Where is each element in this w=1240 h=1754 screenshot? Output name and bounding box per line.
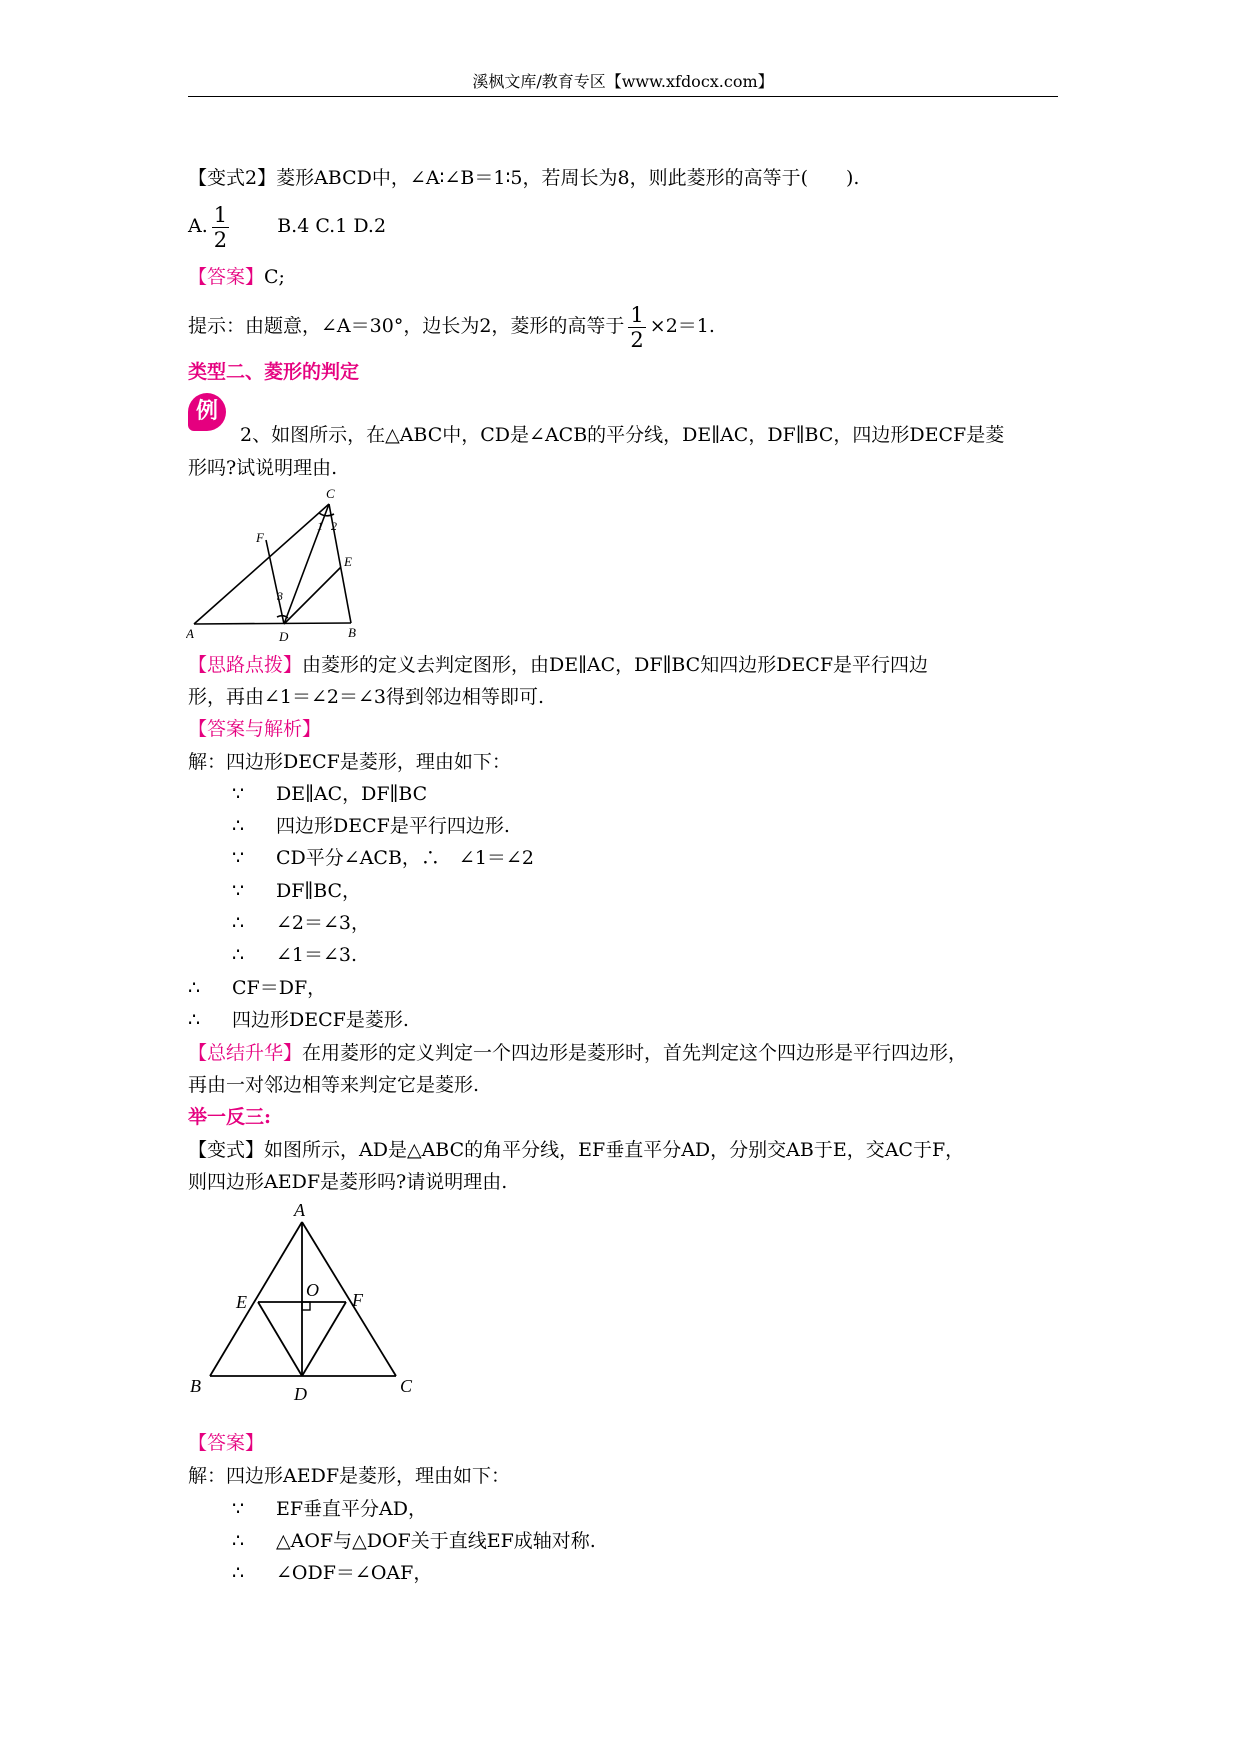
idea-line1	[188, 650, 928, 680]
solution1-intro: 解：四边形DECF是菱形，理由如下：	[188, 751, 511, 773]
idea-text-1: 由菱形的定义去判定图形，由DE∥AC，DF∥BC知四边形DECF是平行四边	[302, 654, 929, 676]
example-badge: 例	[188, 393, 226, 431]
solution1-conclusion	[188, 1005, 409, 1035]
option-a-prefix: A.	[188, 215, 208, 237]
variant2-question: 【变式2】菱形ABCD中，∠A∶∠B＝1∶5，若周长为8，则此菱形的高等于( ).	[188, 167, 860, 189]
step-symbol: ∴	[232, 815, 245, 837]
label-d: D	[279, 629, 289, 644]
option-a-denominator: 2	[213, 227, 228, 252]
solution1-conclusion	[188, 973, 326, 1003]
label-a: A	[294, 1200, 305, 1220]
label-a: A	[186, 626, 194, 641]
solution2-intro: 解：四边形AEDF是菱形，理由如下：	[188, 1465, 511, 1487]
option-a-fraction	[212, 203, 229, 252]
solution2-step	[232, 1494, 427, 1524]
label-f: F	[256, 530, 264, 545]
step-text: ∠1＝∠3.	[276, 944, 358, 966]
label-d: D	[294, 1384, 307, 1400]
idea-label: 【思路点拨】	[188, 654, 303, 676]
answer-value: C;	[264, 266, 285, 288]
step-symbol: ∵	[232, 847, 245, 869]
segment-de	[284, 567, 341, 624]
step-symbol: ∵	[232, 1498, 245, 1520]
solution2-step	[232, 1526, 596, 1556]
solution1-step	[232, 940, 357, 970]
answer-analysis-label: 【答案与解析】	[188, 718, 322, 740]
solution1-step	[232, 908, 370, 938]
step-text: DE∥AC，DF∥BC	[276, 783, 428, 805]
step-text: △AOF与△DOF关于直线EF成轴对称.	[276, 1530, 596, 1552]
label-c: C	[400, 1376, 413, 1396]
example-text-line1: 2、如图所示，在△ABC中，CD是∠ACB的平分线，DE∥AC，DF∥BC，四边形DECF是菱	[240, 424, 1005, 446]
options-rest: B.4 C.1 D.2	[277, 215, 387, 237]
label-o: O	[306, 1280, 319, 1300]
hint-fraction	[628, 303, 645, 352]
step-symbol: ∴	[232, 1530, 245, 1552]
summary-text-1: 在用菱形的定义判定一个四边形是菱形时，首先判定这个四边形是平行四边形，	[302, 1042, 968, 1064]
step-text: 四边形DECF是平行四边形.	[276, 815, 510, 837]
hint-suffix: ×2＝1.	[649, 315, 715, 337]
step-symbol: ∴	[188, 977, 201, 999]
step-text: CD平分∠ACB，∴ ∠1＝∠2	[276, 847, 534, 869]
answer2-label: 【答案】	[188, 1432, 265, 1454]
page-header: 溪枫文库/教育专区【www.xfdocx.com】	[472, 72, 774, 91]
solution1-step	[232, 779, 427, 809]
summary-line2: 再由一对邻边相等来判定它是菱形.	[188, 1074, 480, 1096]
step-symbol: ∵	[232, 880, 245, 902]
hint-denominator: 2	[630, 327, 644, 352]
option-a-numerator: 1	[213, 202, 228, 227]
label-angle-3: 3	[277, 589, 283, 603]
step-text: 四边形DECF是菱形.	[232, 1009, 409, 1031]
label-e: E	[344, 554, 352, 569]
solution2-step	[232, 1558, 432, 1588]
variant-line1: 【变式】如图所示，AD是△ABC的角平分线，EF垂直平分AD，分别交AB于E，交AC于F，	[188, 1139, 965, 1161]
summary-line1	[188, 1038, 967, 1068]
side-ab	[194, 623, 351, 624]
step-symbol: ∵	[232, 783, 245, 805]
hint-numerator: 1	[630, 302, 644, 327]
variant2-answer	[188, 262, 285, 292]
label-angle-2: 2	[331, 519, 337, 533]
answer-label: 【答案】	[188, 266, 265, 288]
label-e: E	[236, 1292, 247, 1312]
summary-label: 【总结升华】	[188, 1042, 303, 1064]
step-text: ∠2＝∠3，	[276, 912, 371, 934]
idea-line2: 形，再由∠1＝∠2＝∠3得到邻边相等即可.	[188, 686, 545, 708]
step-symbol: ∴	[232, 912, 245, 934]
variant2-hint	[188, 296, 715, 356]
segment-fd	[302, 1302, 346, 1376]
label-b: B	[348, 625, 356, 640]
step-symbol: ∴	[188, 1009, 201, 1031]
header-rule	[188, 96, 1058, 97]
figure-triangle-abc	[186, 484, 406, 644]
step-symbol: ∴	[232, 944, 245, 966]
segment-ed	[258, 1302, 302, 1376]
angle-arc-1	[319, 513, 334, 516]
variant2-options	[188, 196, 386, 256]
solution1-step	[232, 843, 534, 873]
figure-rhombus-aedf	[186, 1200, 426, 1400]
side-ac	[194, 504, 329, 624]
right-angle-mark	[302, 1302, 310, 1310]
solution1-step	[232, 876, 361, 906]
step-symbol: ∴	[232, 1562, 245, 1584]
label-c: C	[326, 486, 335, 501]
variant-line2: 则四边形AEDF是菱形吗?请说明理由.	[188, 1171, 508, 1193]
section-title: 类型二、菱形的判定	[188, 361, 360, 383]
step-text: EF垂直平分AD，	[276, 1498, 428, 1520]
hint-prefix: 提示：由题意，∠A＝30°，边长为2，菱形的高等于	[188, 315, 625, 337]
solution1-step	[232, 811, 510, 841]
practice-title: 举一反三:	[188, 1106, 272, 1128]
step-text: CF＝DF，	[232, 977, 327, 999]
step-text: DF∥BC，	[276, 880, 362, 902]
example-text-line2: 形吗?试说明理由.	[188, 457, 338, 479]
step-text: ∠ODF＝∠OAF，	[276, 1562, 433, 1584]
label-b: B	[190, 1376, 201, 1396]
label-f: F	[352, 1290, 363, 1310]
label-angle-1: 1	[317, 519, 323, 533]
